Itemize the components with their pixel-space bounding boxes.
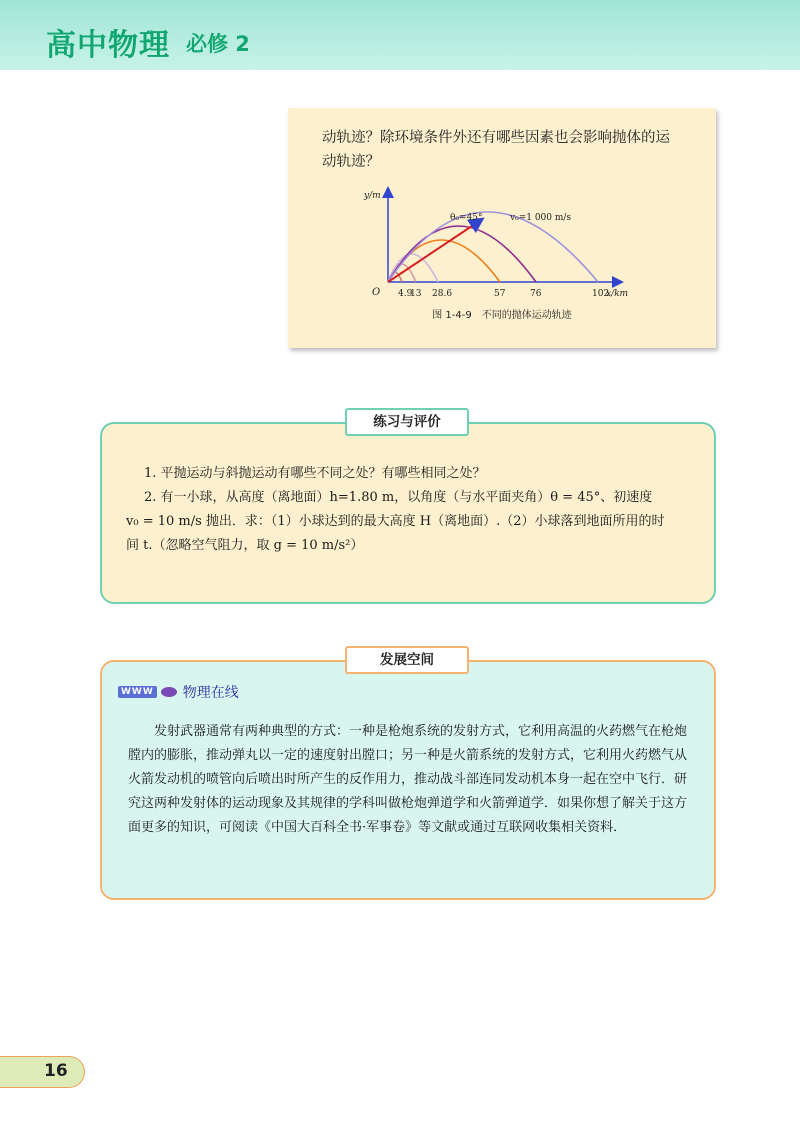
development-tag: 发展空间 bbox=[345, 646, 469, 674]
trajectory-chart bbox=[358, 186, 658, 304]
angle-annotation: θ₀=45° bbox=[450, 213, 483, 223]
question-2-line-3: 间 t.（忽略空气阻力，取 g = 10 m/s²） bbox=[126, 538, 364, 553]
physics-online-label: 物理在线 bbox=[182, 685, 239, 701]
exercise-section bbox=[100, 422, 716, 604]
physics-online-heading bbox=[118, 682, 239, 702]
x-tick-label: 57 bbox=[494, 289, 506, 299]
figure-text-line: 动轨迹？除环境条件外还有哪些因素也会影响抛体的运 bbox=[322, 130, 670, 146]
exercise-tag: 练习与评价 bbox=[345, 408, 469, 436]
y-axis-label: y/m bbox=[364, 191, 381, 201]
www-icon: WWW bbox=[118, 686, 157, 698]
x-tick-label: 28.6 bbox=[432, 289, 453, 299]
question-2-line-2: v₀ = 10 m/s 抛出．求：（1）小球达到的最大高度 H（离地面）.（2）小球落到地面所用的时 bbox=[126, 514, 665, 529]
question-1: 1. 平抛运动与斜抛运动有哪些不同之处？有哪些相同之处？ bbox=[144, 466, 486, 481]
x-axis-label: x/km bbox=[606, 289, 629, 299]
x-tick-label: 76 bbox=[530, 289, 542, 299]
question-2-line-1: 2. 有一小球，从高度（离地面）h=1.80 m，以角度（与水平面夹角）θ = 45°、初速度 bbox=[144, 490, 653, 505]
figure-text-line: 动轨迹？ bbox=[322, 154, 380, 170]
x-tick-label: 102 bbox=[592, 289, 610, 299]
figure-question-text bbox=[322, 126, 692, 174]
figure-box bbox=[288, 108, 716, 348]
mouse-icon bbox=[161, 687, 177, 697]
exercise-body bbox=[126, 462, 699, 558]
development-section bbox=[100, 660, 716, 900]
x-tick-label: 4.9 bbox=[398, 289, 413, 299]
page-number: 16 bbox=[44, 1061, 68, 1081]
book-subtitle: 必修 2 bbox=[186, 32, 250, 56]
figure-caption: 图 1-4-9 不同的抛体运动轨迹 bbox=[432, 310, 572, 321]
book-title: 高中物理 bbox=[46, 28, 170, 63]
speed-annotation: v₀=1 000 m/s bbox=[510, 213, 572, 223]
development-paragraph: 发射武器通常有两种典型的方式：一种是枪炮系统的发射方式，它利用高温的火药燃气在枪炮膛内的膨胀，推动弹丸以一定的速度射出膛口；另一种是火箭系统的发射方式，它利用火药燃气从火箭发动机的喷管向后喷出时所产生的反作用力，推动战斗部连同发动机本身一起在空中飞行．研究这两种发射体的运动现象及其规律的学科叫做枪炮弹道学和火箭弹道学．如果你想了解关于这方面更多的知识，可阅读《中国大百科全书·军事卷》等文献或通过互联网收集相关资料． bbox=[128, 724, 688, 835]
trajectory-curve-4 bbox=[388, 240, 500, 282]
page-number-tab bbox=[0, 1056, 85, 1088]
x-tick-label: 13 bbox=[410, 289, 422, 299]
header-band bbox=[0, 0, 800, 70]
development-body bbox=[128, 720, 696, 840]
origin-label: O bbox=[372, 287, 381, 298]
